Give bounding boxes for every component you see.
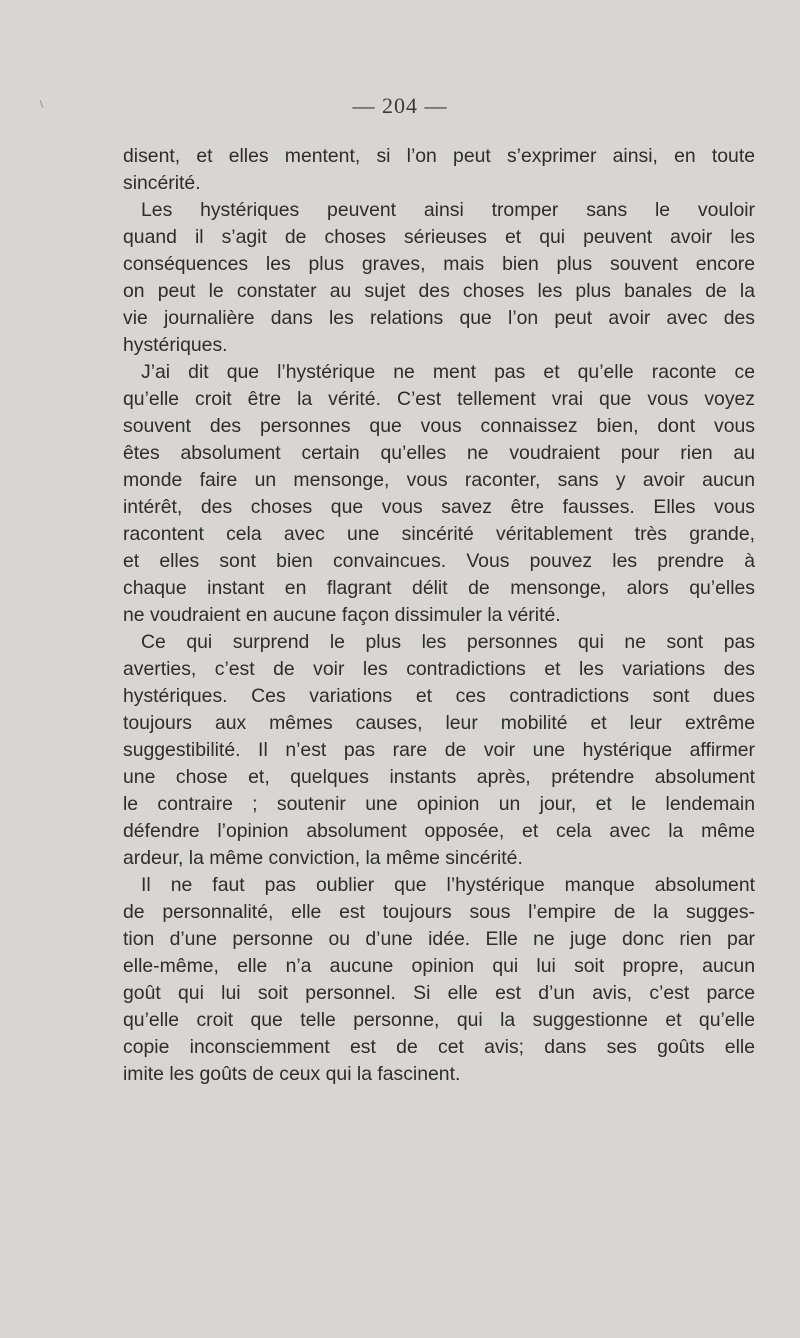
text-line: toujours aux mêmes causes, leur mobilité et leur extrême bbox=[123, 712, 755, 734]
text-line: tion d’une personne ou d’une idée. Elle ne juge donc rien par bbox=[123, 928, 755, 950]
text-line: quand il s’agit de choses sérieuses et qui peuvent avoir les bbox=[123, 226, 755, 248]
text-line: qu’elle croit être la vérité. C’est tellement vrai que vous voyez bbox=[123, 388, 755, 410]
text-line: monde faire un mensonge, vous raconter, sans y avoir aucun bbox=[123, 469, 755, 491]
text-line: ne voudraient en aucune façon dissimuler la vérité. bbox=[123, 604, 561, 626]
text-line: conséquences les plus graves, mais bien plus souvent encore bbox=[123, 253, 755, 275]
text-line: sincérité. bbox=[123, 172, 201, 194]
text-line: copie inconsciemment est de cet avis; dans ses goûts elle bbox=[123, 1036, 755, 1058]
text-line: intérêt, des choses que vous savez être fausses. Elles vous bbox=[123, 496, 755, 518]
text-line: êtes absolument certain qu’elles ne voudraient pour rien au bbox=[123, 442, 755, 464]
text-line: Ce qui surprend le plus les personnes qui ne sont pas bbox=[141, 631, 755, 653]
text-line: on peut le constater au sujet des choses les plus banales de la bbox=[123, 280, 755, 302]
text-line: qu’elle croit que telle personne, qui la suggestionne et qu’elle bbox=[123, 1009, 755, 1031]
text-line: elle-même, elle n’a aucune opinion qui lui soit propre, aucun bbox=[123, 955, 755, 977]
text-line: hystériques. bbox=[123, 334, 228, 356]
text-line: et elles sont bien convaincues. Vous pouvez les prendre à bbox=[123, 550, 755, 572]
page-number: — 204 — bbox=[352, 93, 448, 118]
text-line: imite les goûts de ceux qui la fascinent. bbox=[123, 1063, 461, 1085]
text-line: ardeur, la même conviction, la même sincérité. bbox=[123, 847, 523, 869]
text-line: goût qui lui soit personnel. Si elle est d’un avis, c’est parce bbox=[123, 982, 755, 1004]
text-line: racontent cela avec une sincérité véritablement très grande, bbox=[123, 523, 755, 545]
text-line: Il ne faut pas oublier que l’hystérique manque absolument bbox=[141, 874, 755, 896]
text-line: suggestibilité. Il n’est pas rare de voir une hystérique affirmer bbox=[123, 739, 755, 761]
corner-mark: \ bbox=[40, 100, 44, 110]
text-line: averties, c’est de voir les contradictions et les variations des bbox=[123, 658, 755, 680]
text-line: hystériques. Ces variations et ces contradictions sont dues bbox=[123, 685, 755, 707]
text-line: vie journalière dans les relations que l’on peut avoir avec des bbox=[123, 307, 755, 329]
text-line: Les hystériques peuvent ainsi tromper sans le vouloir bbox=[141, 199, 755, 221]
text-line: une chose et, quelques instants après, prétendre absolument bbox=[123, 766, 755, 788]
text-line: le contraire ; soutenir une opinion un jour, et le lendemain bbox=[123, 793, 755, 815]
text-line: défendre l’opinion absolument opposée, et cela avec la même bbox=[123, 820, 755, 842]
text-line: de personnalité, elle est toujours sous l’empire de la sugges- bbox=[123, 901, 755, 923]
text-line: disent, et elles mentent, si l’on peut s’exprimer ainsi, en toute bbox=[123, 145, 755, 167]
text-line: chaque instant en flagrant délit de mensonge, alors qu’elles bbox=[123, 577, 755, 599]
text-line: J’ai dit que l’hystérique ne ment pas et qu’elle raconte ce bbox=[141, 361, 755, 383]
body-text bbox=[123, 143, 755, 1088]
text-line: souvent des personnes que vous connaissez bien, dont vous bbox=[123, 415, 755, 437]
